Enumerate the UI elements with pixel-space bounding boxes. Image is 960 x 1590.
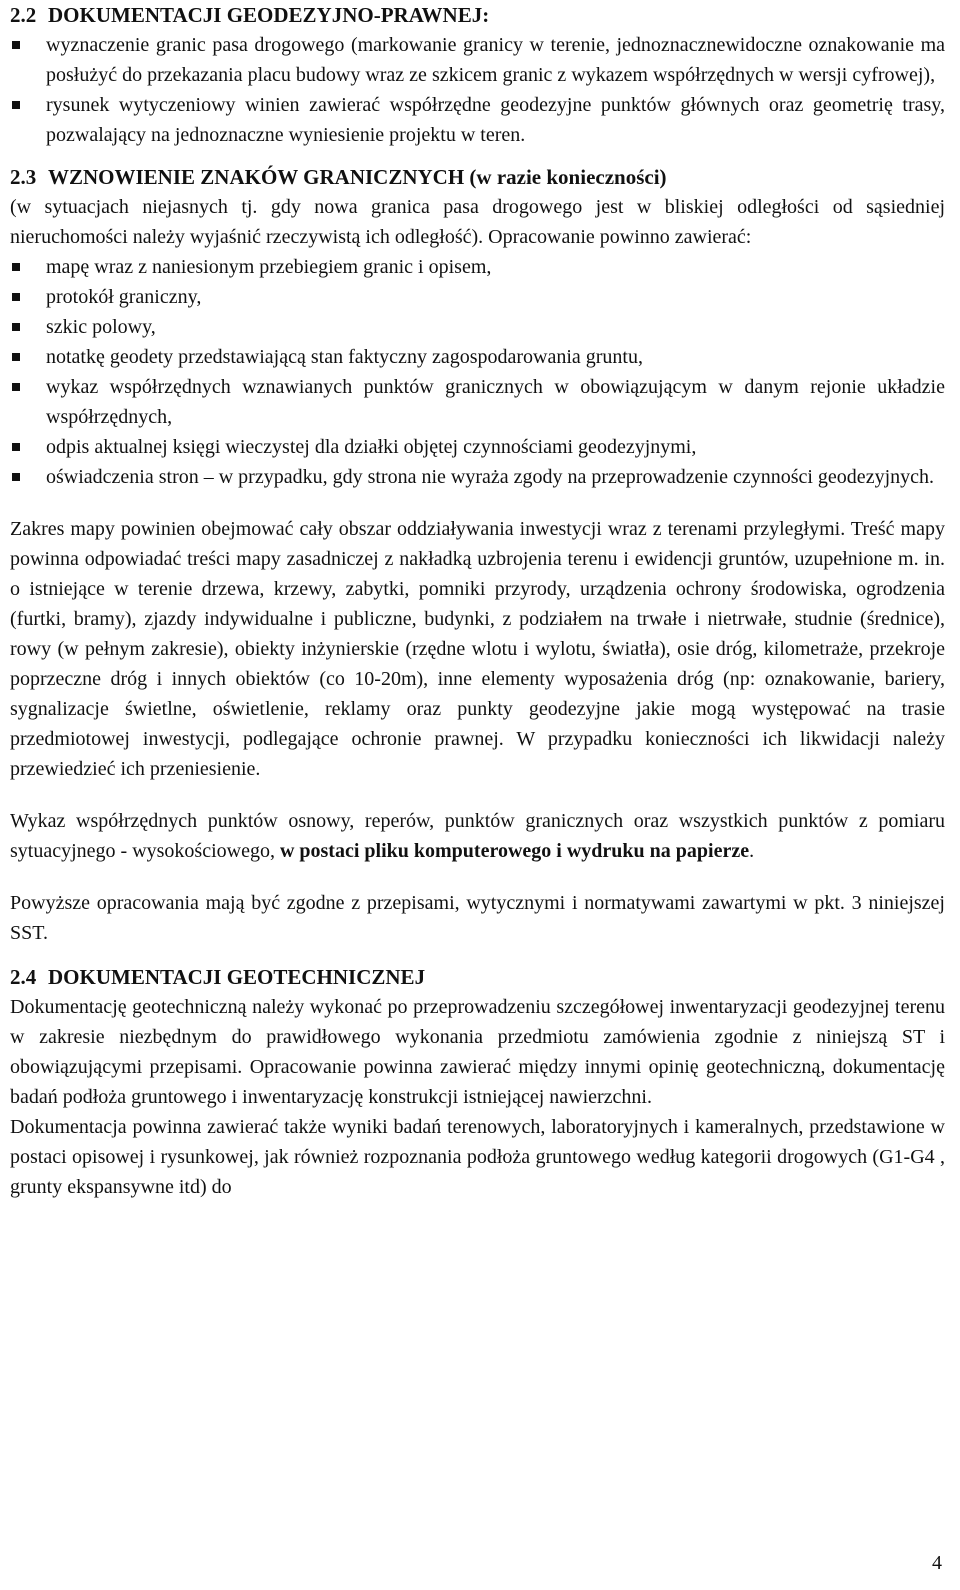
section-heading-2-3: [10, 162, 945, 192]
list-item: wyznaczenie granic pasa drogowego (markowanie granicy w terenie, jednoznacznewidoczne oznakowanie ma posłużyć do przekazania placu budowy wraz ze szkicem granic z wykazem współrzędnych w wersji cyfrowej),: [10, 30, 945, 90]
section-title: DOKUMENTACJI GEOTECHNICZNEJ: [48, 965, 426, 989]
bullet-list-2-2: [10, 30, 945, 150]
section-heading-2-4: [10, 962, 945, 992]
list-item: oświadczenia stron – w przypadku, gdy strona nie wyraża zgody na przeprowadzenie czynności geodezyjnych.: [10, 462, 945, 492]
section-number: 2.2: [10, 3, 37, 27]
section-2-4-paragraph-1: Dokumentację geotechniczną należy wykonać po przeprowadzeniu szczegółowej inwentaryzacji geodezyjnej terenu w zakresie niezbędnym do prawidłowego wykonania przedmiotu zamówienia zgodnie z niniejszą ST i obowiązującymi przepisami. Opracowanie powinna zawierać między innymi opinię geotechniczną, dokumentację badań podłoża gruntowego i inwentaryzację konstrukcji istniejącej nawierzchni.: [10, 996, 945, 1108]
wykaz-suffix: .: [749, 840, 755, 862]
section-number: 2.4: [10, 965, 37, 989]
paragraph-zakres-mapy: Zakres mapy powinien obejmować cały obszar oddziaływania inwestycji wraz z terenami przyległymi. Treść mapy powinna odpowiadać treści mapy zasadniczej z nakładką uzbrojenia terenu i ewidencji gruntów, uzupełnione m. in. o istniejące w terenie drzewa, krzewy, zabytki, pomniki przyrody, urządzenia ochrony środowiska, ogrodzenia (furtki, bramy), zjazdy indywidualne i publiczne, budynki, z podziałem na trwałe i nietrwałe, studnie (średnice), rowy (w pełnym zakresie), obiekty inżynierskie (rzędne wlotu i wylotu, światła), osie dróg, kilometraże, przekroje poprzeczne dróg i innych obiektów (co 10-20m), inne elementy wyposażenia dróg (np: oznakowanie, bariery, sygnalizacje świetlne, oświetlenie, reklamy oraz punkty geodezyjne jakie mogą występować na trasie przedmiotowej inwestycji, podlegające ochronie prawnej. W przypadku konieczności ich likwidacji należy przewiedzieć ich przeniesienie.: [10, 518, 945, 780]
list-item: protokół graniczny,: [10, 282, 945, 312]
bullet-list-2-3: [10, 252, 945, 492]
section-heading-2-2: [10, 0, 945, 30]
section-title: DOKUMENTACJI GEODEZYJNO-PRAWNEJ:: [48, 3, 490, 27]
paragraph-powyzsze: Powyższe opracowania mają być zgodne z przepisami, wytycznymi i normatywami zawartymi w pkt. 3 niniejszej SST.: [10, 892, 945, 944]
paragraph-wykaz-wspolrzednych: [10, 806, 945, 866]
wykaz-text: Wykaz współrzędnych punktów osnowy, reperów, punktów granicznych oraz wszystkich punktów z pomiaru sytuacyjnego - wysokościowego,: [10, 810, 945, 862]
section-number: 2.3: [10, 165, 37, 189]
list-item: rysunek wytyczeniowy winien zawierać współrzędne geodezyjne punktów głównych oraz geometrię trasy, pozwalający na jednoznaczne wyniesienie projektu w teren.: [10, 90, 945, 150]
section-2-4-paragraph-2: Dokumentacja powinna zawierać także wyniki badań terenowych, laboratoryjnych i kameralnych, przedstawione w postaci opisowej i rysunkowej, jak również rozpoznania podłoża gruntowego według kategorii drogowych (G1-G4 , grunty ekspansywne itd) do: [10, 1116, 945, 1198]
page-content: [10, 0, 945, 1202]
list-item: wykaz współrzędnych wznawianych punktów granicznych w obowiązującym w danym rejonie układzie współrzędnych,: [10, 372, 945, 432]
list-item: mapę wraz z naniesionym przebiegiem granic i opisem,: [10, 252, 945, 282]
list-item: notatkę geodety przedstawiającą stan faktyczny zagospodarowania gruntu,: [10, 342, 945, 372]
page-number: 4: [932, 1552, 942, 1574]
wykaz-bold-text: w postaci pliku komputerowego i wydruku na papierze: [279, 840, 750, 862]
list-item: szkic polowy,: [10, 312, 945, 342]
section-2-3-intro: (w sytuacjach niejasnych tj. gdy nowa granica pasa drogowego jest w bliskiej odległości od sąsiedniej nieruchomości należy wyjaśnić rzeczywistą ich odległość). Opracowanie powinno zawierać:: [10, 196, 945, 248]
list-item: odpis aktualnej księgi wieczystej dla działki objętej czynnościami geodezyjnymi,: [10, 432, 945, 462]
section-title: WZNOWIENIE ZNAKÓW GRANICZNYCH (w razie konieczności): [48, 165, 667, 189]
